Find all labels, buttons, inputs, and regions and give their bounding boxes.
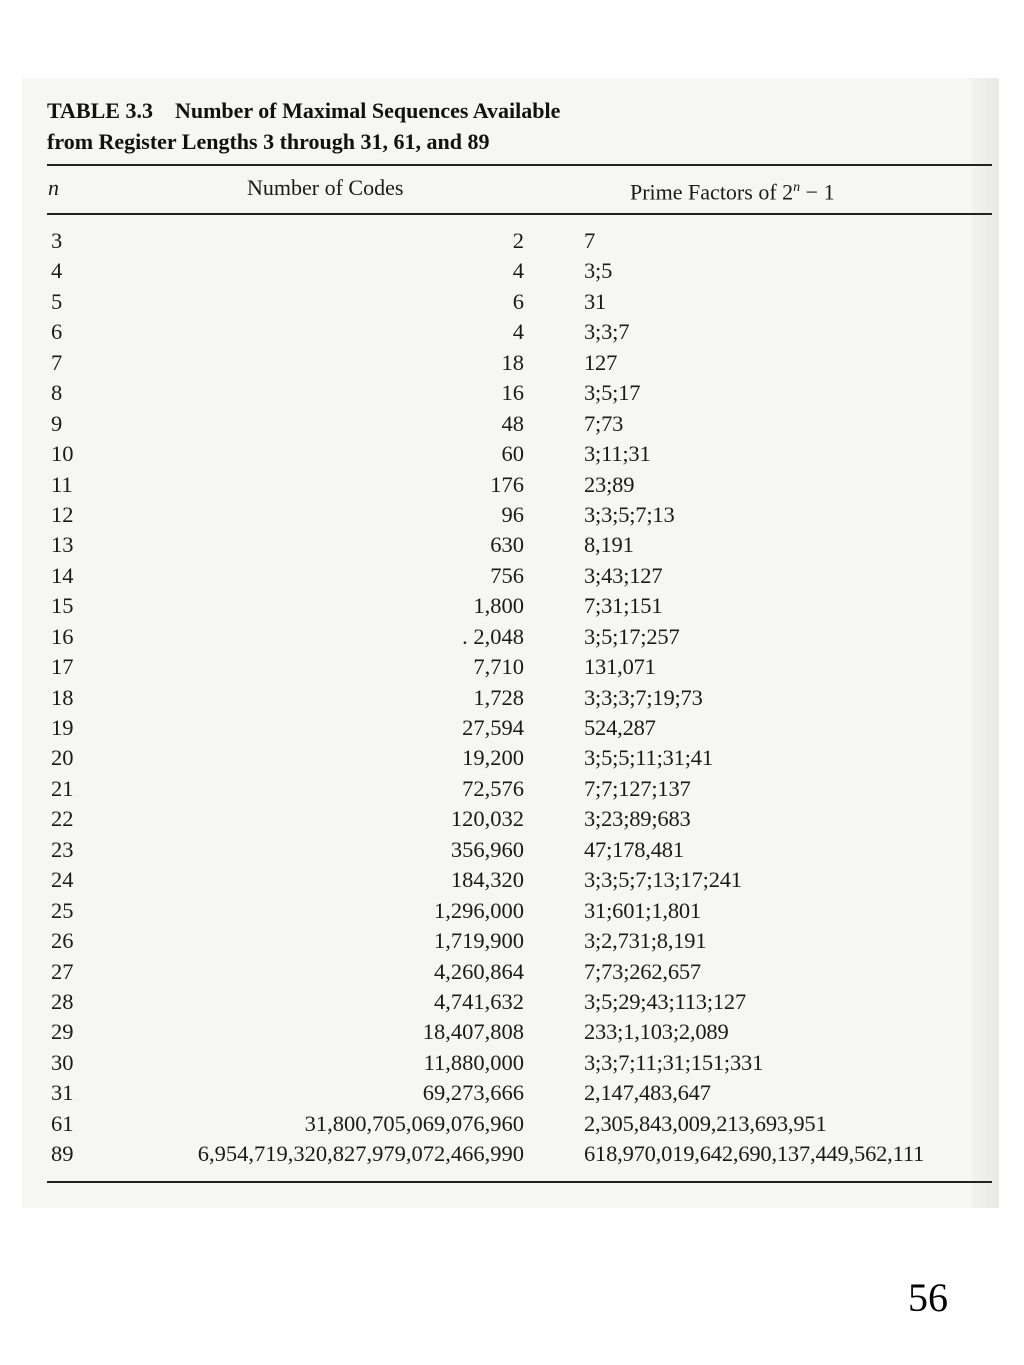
cell-n: 89 xyxy=(51,1141,74,1167)
cell-n: 22 xyxy=(51,806,74,832)
cell-prime-factors: 7 xyxy=(584,228,596,253)
table-row xyxy=(22,439,999,469)
cell-prime-factors: 127 xyxy=(584,349,618,375)
cell-n: 3 xyxy=(51,228,63,253)
cell-n: 12 xyxy=(51,501,74,527)
cell-prime-factors: 3;3;5;7;13 xyxy=(584,501,675,527)
exponent-n: n xyxy=(793,180,801,195)
cell-number-of-codes: 1,296,000 xyxy=(434,897,524,923)
cell-n: 10 xyxy=(51,441,74,467)
table-row xyxy=(22,1017,999,1047)
cell-n: 6 xyxy=(51,319,63,345)
table-top-rule xyxy=(47,164,992,166)
cell-n: 25 xyxy=(51,897,74,923)
table-row xyxy=(22,652,999,682)
cell-number-of-codes: 1,800 xyxy=(473,593,524,619)
cell-number-of-codes: 60 xyxy=(501,441,524,467)
scanned-page xyxy=(22,78,999,1208)
cell-prime-factors: 3;3;5;7;13;17;241 xyxy=(584,867,742,893)
table-row xyxy=(22,287,999,317)
cell-number-of-codes: . 2,048 xyxy=(462,623,524,649)
cell-prime-factors: 3;5 xyxy=(584,258,613,284)
column-header-number-of-codes: Number of Codes xyxy=(247,175,404,200)
cell-n: 7 xyxy=(51,349,63,375)
cell-number-of-codes: 96 xyxy=(501,501,524,527)
cell-number-of-codes: 69,273,666 xyxy=(422,1080,524,1106)
table-row xyxy=(22,743,999,773)
cell-n: 5 xyxy=(51,288,63,314)
cell-prime-factors: 7;7;127;137 xyxy=(584,775,691,801)
table-row xyxy=(22,774,999,804)
cell-prime-factors: 8,191 xyxy=(584,532,634,558)
cell-prime-factors: 3;3;3;7;19;73 xyxy=(584,684,703,710)
cell-prime-factors: 3;5;17;257 xyxy=(584,623,680,649)
caption-line-2: from Register Lengths 3 through 31, 61, and 89 xyxy=(47,129,490,154)
cell-prime-factors: 3;43;127 xyxy=(584,562,663,588)
table-row xyxy=(22,1078,999,1108)
cell-n: 29 xyxy=(51,1019,74,1045)
cell-number-of-codes: 7,710 xyxy=(473,654,524,680)
table-row xyxy=(22,713,999,743)
cell-n: 28 xyxy=(51,988,74,1014)
cell-number-of-codes: 6 xyxy=(512,288,524,314)
cell-number-of-codes: 4,741,632 xyxy=(434,988,524,1014)
cell-number-of-codes: 72,576 xyxy=(462,775,524,801)
cell-prime-factors: 3;2,731;8,191 xyxy=(584,928,707,954)
cell-prime-factors: 524,287 xyxy=(584,715,656,740)
table-row xyxy=(22,926,999,956)
table-row xyxy=(22,957,999,987)
cell-n: 20 xyxy=(51,745,74,771)
cell-prime-factors: 7;73;262,657 xyxy=(584,958,701,984)
prime-factors-label: Prime Factors of 2 xyxy=(630,179,794,205)
cell-number-of-codes: 6,954,719,320,827,979,072,466,990 xyxy=(197,1141,524,1167)
cell-number-of-codes: 4,260,864 xyxy=(434,958,524,984)
cell-n: 23 xyxy=(51,836,74,862)
cell-n: 11 xyxy=(51,471,73,497)
page-number: 56 xyxy=(908,1275,948,1320)
table-row xyxy=(22,378,999,408)
cell-number-of-codes: 630 xyxy=(490,532,524,558)
cell-n: 4 xyxy=(51,258,63,284)
cell-number-of-codes: 1,719,900 xyxy=(434,928,524,954)
cell-number-of-codes: 356,960 xyxy=(450,836,524,862)
table-number: TABLE 3.3 xyxy=(47,98,153,123)
cell-n: 31 xyxy=(51,1080,74,1106)
cell-prime-factors: 23;89 xyxy=(584,471,635,497)
table-row xyxy=(22,530,999,560)
table-row xyxy=(22,591,999,621)
cell-n: 13 xyxy=(51,532,74,558)
cell-number-of-codes: 184,320 xyxy=(450,867,524,893)
caption-title: Number of Maximal Sequences Available xyxy=(174,98,561,123)
cell-number-of-codes: 4 xyxy=(512,319,524,345)
cell-prime-factors: 3;23;89;683 xyxy=(584,806,691,832)
column-header-n: n xyxy=(48,175,59,200)
cell-number-of-codes: 2 xyxy=(512,228,524,253)
table-row xyxy=(22,865,999,895)
cell-number-of-codes: 19,200 xyxy=(462,745,524,771)
table-caption xyxy=(47,95,560,157)
table-row xyxy=(22,561,999,591)
caption-line-1 xyxy=(47,95,560,126)
table-header-rule xyxy=(47,213,992,215)
table-row xyxy=(22,470,999,500)
table-row xyxy=(22,835,999,865)
cell-number-of-codes: 120,032 xyxy=(450,806,524,832)
cell-n: 27 xyxy=(51,958,74,984)
cell-n: 61 xyxy=(51,1110,74,1136)
cell-n: 18 xyxy=(51,684,74,710)
cell-number-of-codes: 48 xyxy=(501,410,524,436)
cell-prime-factors: 2,305,843,009,213,693,951 xyxy=(584,1110,827,1136)
cell-number-of-codes: 4 xyxy=(512,258,524,284)
cell-number-of-codes: 18,407,808 xyxy=(422,1019,524,1045)
cell-n: 26 xyxy=(51,928,74,954)
table-row xyxy=(22,622,999,652)
cell-prime-factors: 618,970,019,642,690,137,449,562,111 xyxy=(584,1141,925,1167)
table-row xyxy=(22,683,999,713)
cell-prime-factors: 7;73 xyxy=(584,410,624,436)
table-row xyxy=(22,500,999,530)
table-body xyxy=(22,226,999,1170)
cell-prime-factors: 3;3;7 xyxy=(584,319,630,345)
cell-number-of-codes: 756 xyxy=(490,562,524,588)
cell-n: 16 xyxy=(51,623,74,649)
cell-prime-factors: 47;178,481 xyxy=(584,836,684,862)
cell-number-of-codes: 16 xyxy=(501,380,524,406)
minus-one: − 1 xyxy=(800,179,835,205)
table-row xyxy=(22,1139,999,1169)
cell-prime-factors: 31 xyxy=(584,288,607,314)
table-row xyxy=(22,804,999,834)
table-bottom-rule xyxy=(47,1181,992,1183)
cell-n: 19 xyxy=(51,715,74,740)
cell-n: 9 xyxy=(51,410,63,436)
cell-prime-factors: 7;31;151 xyxy=(584,593,663,619)
table-row xyxy=(22,1048,999,1078)
cell-prime-factors: 2,147,483,647 xyxy=(584,1080,711,1106)
cell-n: 8 xyxy=(51,380,63,406)
cell-n: 14 xyxy=(51,562,74,588)
cell-prime-factors: 3;5;5;11;31;41 xyxy=(584,745,713,771)
cell-number-of-codes: 176 xyxy=(490,471,524,497)
cell-number-of-codes: 31,800,705,069,076,960 xyxy=(304,1110,524,1136)
cell-prime-factors: 131,071 xyxy=(584,654,656,680)
cell-prime-factors: 3;11;31 xyxy=(584,441,651,467)
cell-prime-factors: 31;601;1,801 xyxy=(584,897,701,923)
cell-number-of-codes: 11,880,000 xyxy=(423,1049,524,1075)
table-row xyxy=(22,1109,999,1139)
cell-n: 30 xyxy=(51,1049,74,1075)
cell-n: 21 xyxy=(51,775,74,801)
table-row xyxy=(22,317,999,347)
cell-prime-factors: 3;3;7;11;31;151;331 xyxy=(584,1049,764,1075)
cell-number-of-codes: 1,728 xyxy=(473,684,524,710)
cell-n: 15 xyxy=(51,593,74,619)
table-row xyxy=(22,256,999,286)
cell-prime-factors: 3;5;17 xyxy=(584,380,641,406)
table-row xyxy=(22,348,999,378)
cell-n: 24 xyxy=(51,867,74,893)
cell-number-of-codes: 27,594 xyxy=(462,715,524,740)
table-row xyxy=(22,987,999,1017)
cell-n: 17 xyxy=(51,654,74,680)
cell-number-of-codes: 18 xyxy=(501,349,524,375)
column-header-prime-factors xyxy=(630,174,835,206)
cell-prime-factors: 3;5;29;43;113;127 xyxy=(584,988,747,1014)
cell-prime-factors: 233;1,103;2,089 xyxy=(584,1019,729,1045)
table-row xyxy=(22,226,999,256)
table-row xyxy=(22,896,999,926)
table-row xyxy=(22,409,999,439)
